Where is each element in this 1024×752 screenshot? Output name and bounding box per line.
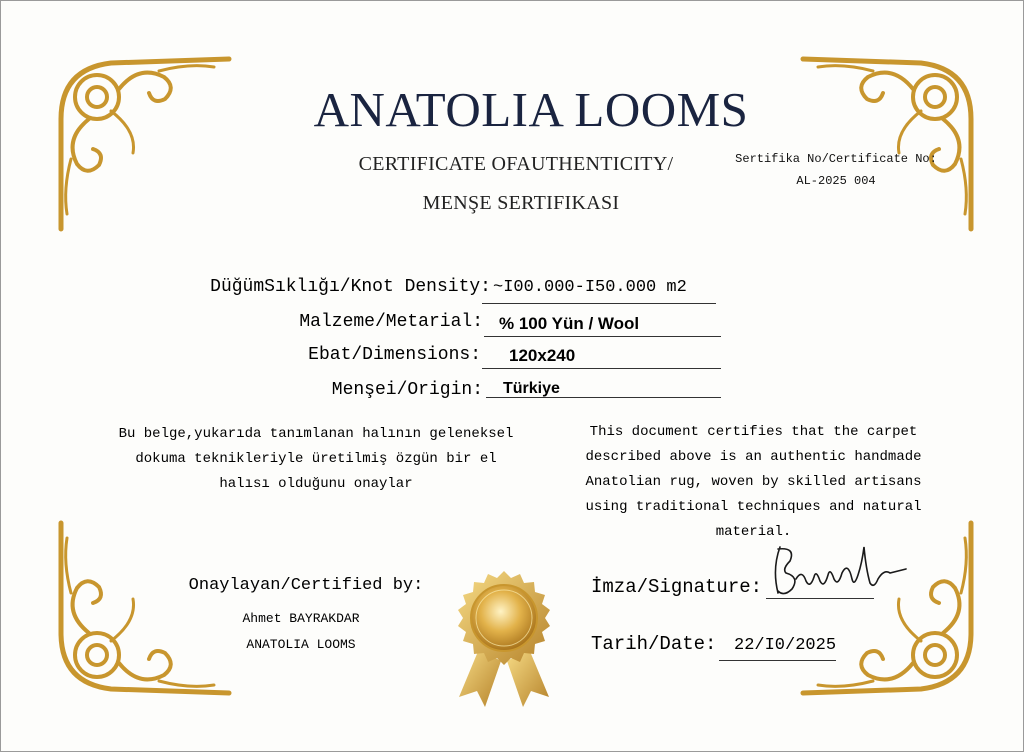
statement-en-line: Anatolian rug, woven by skilled artisans <box>585 474 922 490</box>
statement-tr-line: halısı olduğunu onaylar <box>219 476 413 492</box>
statement-tr-line: Bu belge,yukarıda tanımlanan halının geleneksel <box>118 426 514 442</box>
dimensions-value: 120x240 <box>509 346 576 365</box>
certificate-number-value: AL-2025 004 <box>796 174 876 188</box>
certified-by-label: Onaylayan/Certified by: <box>188 576 424 595</box>
certificate-number-label: Sertifika No/Certificate No: <box>735 152 937 166</box>
date-value: 22/I0/2025 <box>734 636 837 655</box>
statement-turkish <box>61 422 571 497</box>
origin-label: Menşei/Origin: <box>331 380 483 400</box>
statement-en-line: This document certifies that the carpet <box>589 424 918 440</box>
signature-line <box>766 598 874 599</box>
material-line <box>484 336 721 337</box>
dimensions-label: Ebat/Dimensions: <box>308 345 481 365</box>
material-label: Malzeme/Metarial: <box>299 312 483 332</box>
statement-en-line: using traditional techniques and natural <box>585 499 922 515</box>
date-line <box>719 660 836 661</box>
certifier-name: Ahmet BAYRAKDAR <box>242 611 360 626</box>
certificate-subtitle-en: CERTIFICATE OFAUTHENTICITY/ <box>358 153 674 175</box>
signature-label: İmza/Signature: <box>591 576 763 598</box>
handwritten-signature <box>766 539 911 601</box>
dimensions-line <box>482 368 721 369</box>
ornate-corner-bottom-left-icon <box>49 513 239 703</box>
knot-density-value: ~I00.000-I50.000 m2 <box>493 278 687 297</box>
statement-tr-line: dokuma teknikleriyle üretilmiş özgün bir el <box>135 451 497 467</box>
material-value: % 100 Yün / Wool <box>499 314 640 333</box>
origin-line <box>486 397 721 398</box>
knot-density-line <box>482 303 716 304</box>
certifier-company: ANATOLIA LOOMS <box>246 637 356 652</box>
statement-english <box>566 420 941 545</box>
date-label: Tarih/Date: <box>591 633 717 655</box>
origin-value: Türkiye <box>503 380 560 397</box>
certificate-subtitle-tr: MENŞE SERTIFIKASI <box>422 192 620 214</box>
statement-en-line: described above is an authentic handmade <box>585 449 922 465</box>
knot-density-label: DüğümSıklığı/Knot Density: <box>210 277 491 297</box>
brand-title: ANATOLIA LOOMS <box>313 82 749 137</box>
statement-en-line: material. <box>715 524 792 540</box>
gold-seal-icon <box>449 569 559 709</box>
